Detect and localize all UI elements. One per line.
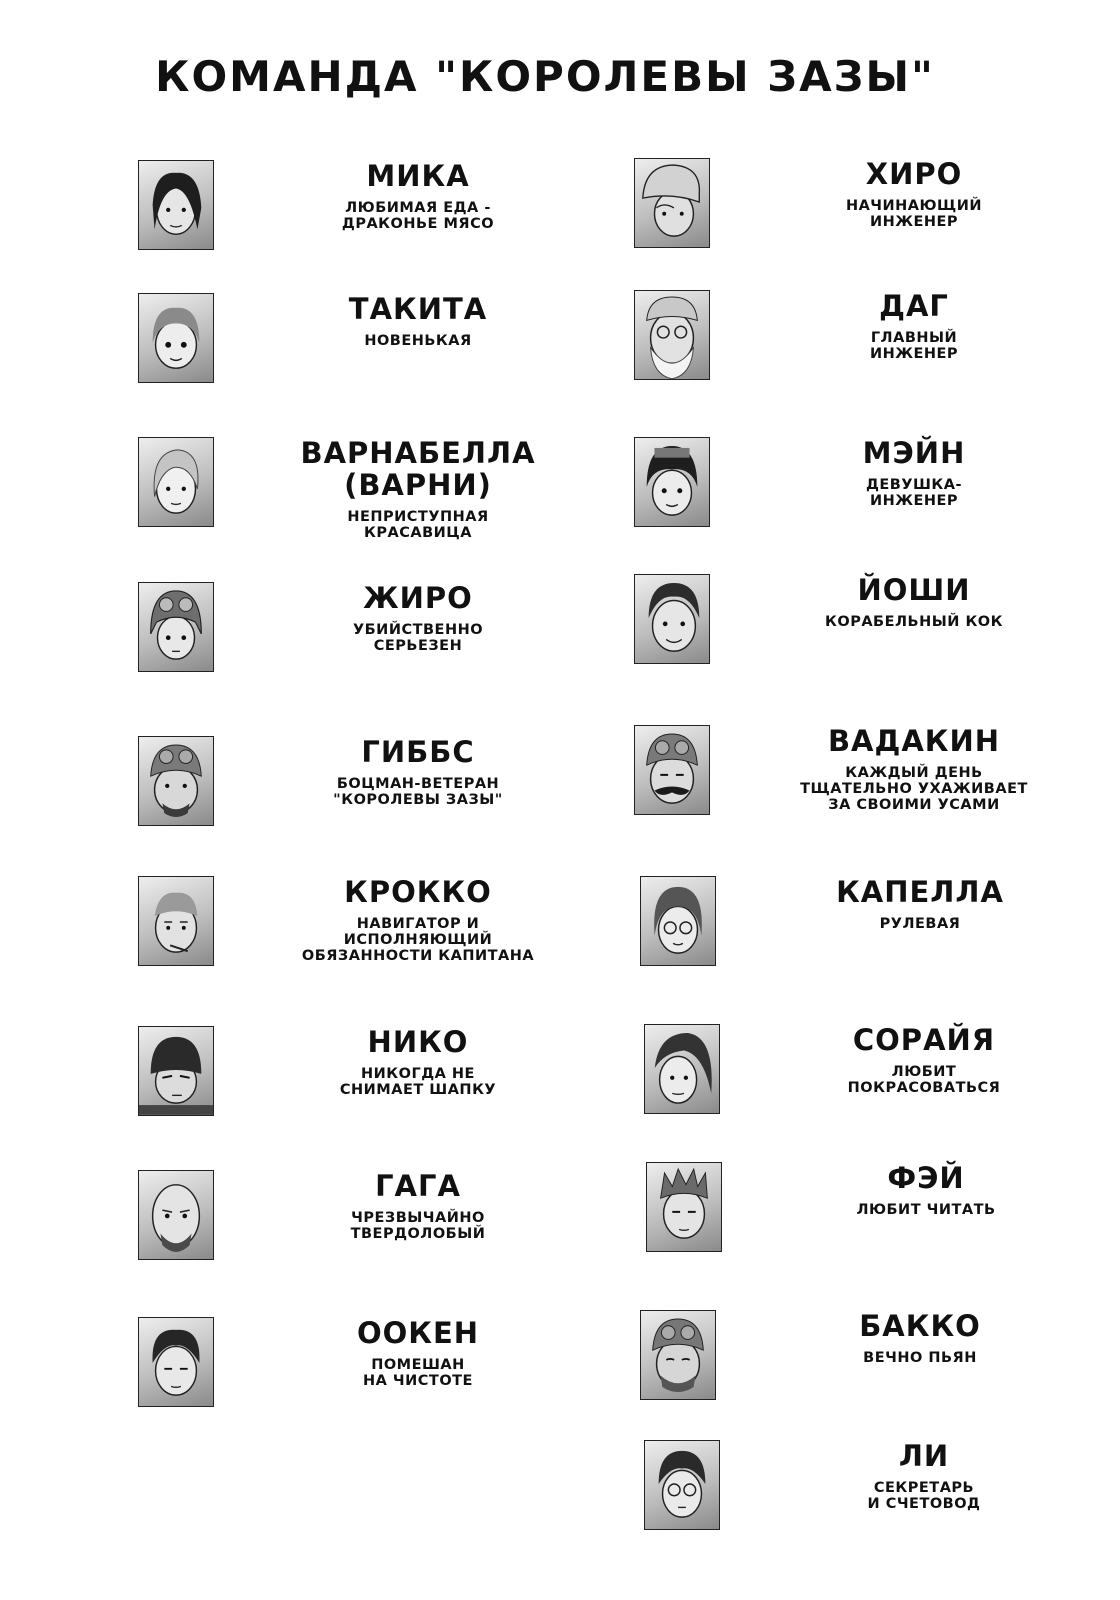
crew-info	[258, 437, 578, 541]
crew-description: НИКОГДА НЕ СНИМАЕТ ШАПКУ	[339, 1066, 497, 1098]
portrait-image	[634, 437, 710, 527]
crew-description: ВЕЧНО ПЬЯН	[863, 1350, 977, 1366]
portrait-image	[138, 1026, 214, 1116]
crew-info	[258, 160, 578, 232]
crew-info	[764, 1024, 1084, 1096]
portrait-image	[646, 1162, 722, 1252]
crew-description: ГЛАВНЫЙ ИНЖЕНЕР	[869, 330, 959, 362]
crew-info	[754, 437, 1074, 509]
crew-name: МИКА	[366, 159, 470, 193]
crew-info	[764, 1440, 1084, 1512]
crew-description: ЛЮБИМАЯ ЕДА - ДРАКОНЬЕ МЯСО	[341, 200, 495, 232]
crew-entry-dag	[634, 290, 1114, 400]
crew-info	[754, 158, 1074, 230]
crew-info	[258, 1170, 578, 1242]
portrait-image	[138, 736, 214, 826]
portrait-image	[640, 1310, 716, 1400]
crew-description: ЛЮБИТ ЧИТАТЬ	[856, 1202, 996, 1218]
crew-entry-takita	[138, 293, 618, 403]
crew-entry-ooken	[138, 1317, 618, 1427]
crew-entry-gaga	[138, 1170, 618, 1280]
crew-name: СОРАЙЯ	[852, 1023, 996, 1057]
crew-name: МЭЙН	[862, 436, 966, 470]
portrait-image	[634, 290, 710, 380]
crew-entry-li	[644, 1440, 1120, 1550]
crew-name: ГИББС	[361, 735, 475, 769]
crew-entry-varnabella	[138, 437, 618, 547]
crew-name: ГАГА	[375, 1169, 461, 1203]
crew-entry-mika	[138, 160, 618, 270]
portrait-image	[138, 293, 214, 383]
crew-description: СЕКРЕТАРЬ И СЧЕТОВОД	[867, 1480, 981, 1512]
portrait-image	[644, 1024, 720, 1114]
crew-name: ДАГ	[879, 289, 949, 323]
crew-entry-bakko	[640, 1310, 1120, 1420]
crew-name: ЖИРО	[363, 581, 473, 615]
portrait-image	[634, 158, 710, 248]
crew-name: ВАДАКИН	[827, 724, 1001, 758]
crew-info	[258, 293, 578, 349]
crew-entry-jiro	[138, 582, 618, 692]
crew-name: ООКЕН	[356, 1316, 480, 1350]
crew-name: ТАКИТА	[348, 292, 488, 326]
crew-name: БАККО	[859, 1309, 981, 1343]
crew-description: НЕПРИСТУПНАЯ КРАСАВИЦА	[347, 509, 489, 541]
crew-info	[258, 876, 578, 964]
portrait-image	[138, 582, 214, 672]
crew-info	[760, 876, 1080, 932]
crew-description: НАВИГАТОР И ИСПОЛНЯЮЩИЙ ОБЯЗАННОСТИ КАПИТАНА	[301, 916, 535, 964]
crew-description: ДЕВУШКА- ИНЖЕНЕР	[865, 477, 963, 509]
crew-name: ВАРНАБЕЛЛА (ВАРНИ)	[300, 436, 536, 502]
crew-description: РУЛЕВАЯ	[879, 916, 961, 932]
crew-info	[258, 1317, 578, 1389]
crew-description: НАЧИНАЮЩИЙ ИНЖЕНЕР	[845, 198, 983, 230]
portrait-image	[138, 437, 214, 527]
crew-description: НОВЕНЬКАЯ	[364, 333, 472, 349]
crew-info	[766, 1162, 1086, 1218]
crew-name: ЛИ	[898, 1439, 950, 1473]
crew-description: ПОМЕШАН НА ЧИСТОТЕ	[363, 1357, 473, 1389]
crew-name: КАПЕЛЛА	[836, 875, 1004, 909]
crew-info	[258, 736, 578, 808]
crew-description: ЧРЕЗВЫЧАЙНО ТВЕРДОЛОБЫЙ	[350, 1210, 486, 1242]
portrait-image	[634, 574, 710, 664]
page-title: КОМАНДА "КОРОЛЕВЫ ЗАЗЫ"	[155, 52, 935, 101]
crew-info	[754, 290, 1074, 362]
crew-entry-hiro	[634, 158, 1114, 268]
crew-entry-soraya	[644, 1024, 1120, 1134]
portrait-image	[138, 1170, 214, 1260]
crew-description: ЛЮБИТ ПОКРАСОВАТЬСЯ	[847, 1064, 1001, 1096]
crew-description: КОРАБЕЛЬНЫЙ КОК	[825, 614, 1003, 630]
crew-name: НИКО	[367, 1025, 469, 1059]
crew-name: ХИРО	[865, 157, 963, 191]
crew-entry-yoshi	[634, 574, 1114, 684]
crew-name: КРОККО	[344, 875, 492, 909]
portrait-image	[634, 725, 710, 815]
portrait-image	[138, 160, 214, 250]
crew-entry-vadakin	[634, 725, 1114, 835]
portrait-image	[138, 1317, 214, 1407]
crew-entry-niko	[138, 1026, 618, 1136]
crew-entry-kapella	[640, 876, 1120, 986]
crew-description: УБИЙСТВЕННО СЕРЬЕЗЕН	[352, 622, 484, 654]
crew-name: ЙОШИ	[857, 573, 971, 607]
crew-description: КАЖДЫЙ ДЕНЬ ТЩАТЕЛЬНО УХАЖИВАЕТ ЗА СВОИМИ УСАМИ	[800, 765, 1028, 813]
crew-entry-main	[634, 437, 1114, 547]
crew-entry-fei	[646, 1162, 1120, 1272]
crew-entry-krokko	[138, 876, 618, 986]
crew-name: ФЭЙ	[887, 1161, 965, 1195]
crew-info	[258, 1026, 578, 1098]
portrait-image	[640, 876, 716, 966]
crew-info	[754, 725, 1074, 813]
crew-entry-gibbs	[138, 736, 618, 846]
crew-info	[258, 582, 578, 654]
portrait-image	[138, 876, 214, 966]
crew-description: БОЦМАН-ВЕТЕРАН "КОРОЛЕВЫ ЗАЗЫ"	[333, 776, 503, 808]
crew-info	[760, 1310, 1080, 1366]
crew-info	[754, 574, 1074, 630]
portrait-image	[644, 1440, 720, 1530]
